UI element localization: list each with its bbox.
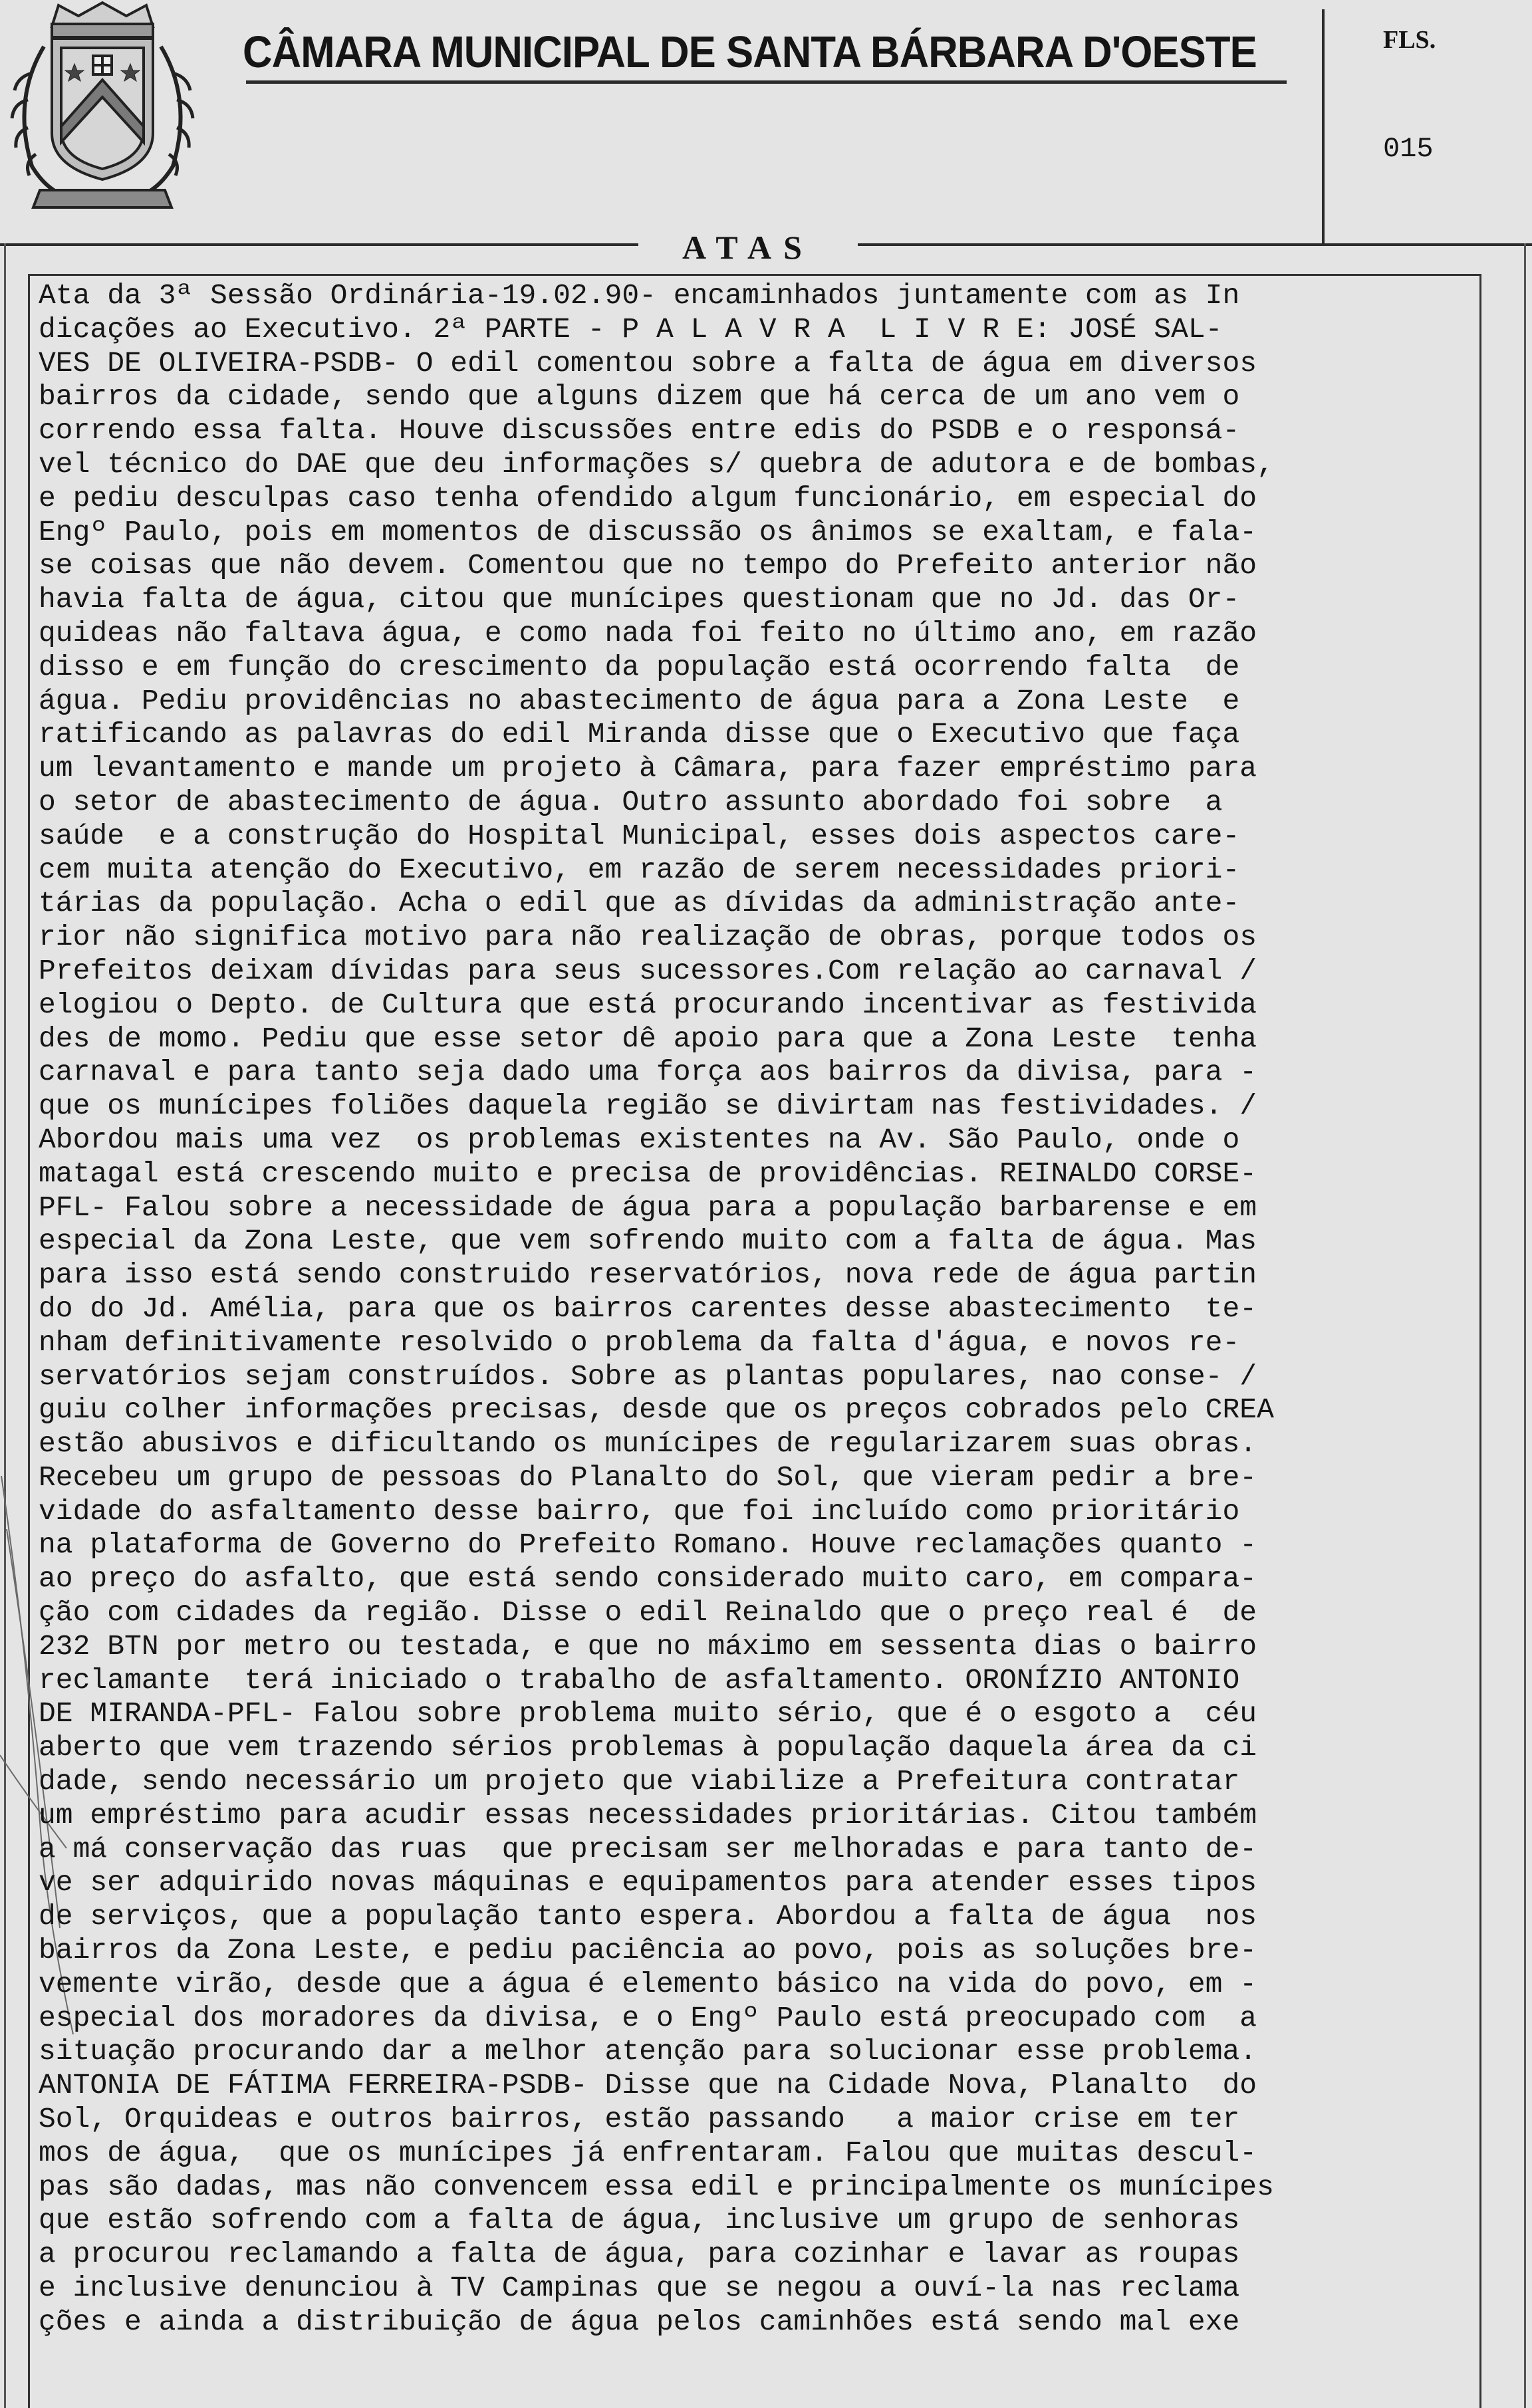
text-line: PFL- Falou sobre a necessidade de água para a população barbarense e em: [39, 1191, 1257, 1224]
text-line: um levantamento e mande um projeto à Câmara, para fazer empréstimo para: [39, 752, 1257, 785]
text-line: servatórios sejam construídos. Sobre as plantas populares, nao conse- /: [39, 1360, 1257, 1393]
text-line: matagal está crescendo muito e precisa de providências. REINALDO CORSE-: [39, 1157, 1257, 1190]
text-line: correndo essa falta. Houve discussões entre edis do PSDB e o responsá-: [39, 414, 1240, 447]
text-line: vemente virão, desde que a água é elemento básico na vida do povo, em -: [39, 1967, 1257, 2000]
text-line: des de momo. Pediu que esse setor dê apoio para que a Zona Leste tenha: [39, 1022, 1257, 1055]
text-line: na plataforma de Governo do Prefeito Romano. Houve reclamações quanto -: [39, 1528, 1257, 1562]
frame-outer-left: [4, 243, 6, 2408]
text-line: ções e ainda a distribuição de água pelos caminhões está sendo mal exe: [39, 2305, 1240, 2338]
text-line: nham definitivamente resolvido o problema da falta d'água, e novos re-: [39, 1326, 1240, 1359]
title-underline: [246, 80, 1287, 84]
text-line: mos de água, que os munícipes já enfrentaram. Falou que muitas descul-: [39, 2136, 1257, 2169]
chamber-title: CÂMARA MUNICIPAL DE SANTA BÁRBARA D'OESTE: [243, 27, 1257, 77]
text-line: ratificando as palavras do edil Miranda disse que o Executivo que faça: [39, 718, 1240, 751]
text-line: Ata da 3ª Sessão Ordinária-19.02.90- encaminhados juntamente com as In: [39, 279, 1240, 312]
text-line: ção com cidades da região. Disse o edil Reinaldo que o preço real é de: [39, 1596, 1257, 1629]
text-line: água. Pediu providências no abastecimento de água para a Zona Leste e: [39, 684, 1240, 717]
text-line: e inclusive denunciou à TV Campinas que se negou a ouví-la nas reclama: [39, 2272, 1240, 2305]
text-line: carnaval e para tanto seja dado uma força aos bairros da divisa, para -: [39, 1056, 1257, 1089]
text-line: guiu colher informações precisas, desde que os preços cobrados pelo CREA: [39, 1393, 1274, 1427]
text-line: que estão sofrendo com a falta de água, inclusive um grupo de senhoras: [39, 2204, 1240, 2237]
text-line: ao preço do asfalto, que está sendo considerado muito caro, em compara-: [39, 1562, 1257, 1596]
text-line: VES DE OLIVEIRA-PSDB- O edil comentou sobre a falta de água em diversos: [39, 346, 1257, 380]
text-line: Sol, Orquideas e outros bairros, estão passando a maior crise em ter: [39, 2103, 1240, 2136]
text-line: situação procurando dar a melhor atenção para solucionar esse problema.: [39, 2035, 1257, 2068]
frame-rule-right: [858, 243, 1532, 246]
text-line: especial da Zona Leste, que vem sofrendo muito com a falta de água. Mas: [39, 1225, 1257, 1258]
folio-label: FLS.: [1383, 26, 1436, 54]
header-divider: [1322, 9, 1325, 243]
text-line: DE MIRANDA-PFL- Falou sobre problema muito sério, que é o esgoto a céu: [39, 1697, 1257, 1731]
text-line: elogiou o Depto. de Cultura que está procurando incentivar as festivida: [39, 988, 1257, 1021]
text-line: de serviços, que a população tanto espera. Abordou a falta de água nos: [39, 1900, 1257, 1933]
text-line: a procurou reclamando a falta de água, para cozinhar e lavar as roupas: [39, 2238, 1240, 2271]
text-line: que os munícipes foliões daquela região se divirtam nas festividades. /: [39, 1090, 1257, 1123]
text-line: um empréstimo para acudir essas necessidades prioritárias. Citou também: [39, 1798, 1257, 1832]
frame-rule-left: [0, 243, 638, 246]
text-line: rior não significa motivo para não realização de obras, porque todos os: [39, 921, 1257, 954]
text-line: bairros da cidade, sendo que alguns dizem que há cerca de um ano vem o: [39, 380, 1240, 414]
text-line: para isso está sendo construido reservatórios, nova rede de água partin: [39, 1259, 1257, 1292]
text-line: Abordou mais uma vez os problemas existentes na Av. São Paulo, onde o: [39, 1123, 1240, 1156]
text-line: estão abusivos e dificultando os munícipes de regularizarem suas obras.: [39, 1427, 1257, 1461]
minutes-text: [39, 279, 1501, 2340]
folio-number: 015: [1383, 133, 1434, 165]
text-line: do do Jd. Amélia, para que os bairros carentes desse abastecimento te-: [39, 1292, 1257, 1325]
text-line: a má conservação das ruas que precisam ser melhoradas e para tanto de-: [39, 1832, 1257, 1866]
text-line: Recebeu um grupo de pessoas do Planalto do Sol, que vieram pedir a bre-: [39, 1461, 1257, 1494]
text-line: havia falta de água, citou que munícipes questionam que no Jd. das Or-: [39, 583, 1240, 616]
text-line: 232 BTN por metro ou testada, e que no máximo em sessenta dias o bairro: [39, 1629, 1257, 1663]
text-line: disso e em função do crescimento da população está ocorrendo falta de: [39, 650, 1240, 683]
section-title: ATAS: [682, 229, 814, 266]
text-line: ve ser adquirido novas máquinas e equipamentos para atender esses tipos: [39, 1866, 1257, 1899]
text-line: e pediu desculpas caso tenha ofendido algum funcionário, em especial do: [39, 481, 1257, 515]
text-line: especial dos moradores da divisa, e o Engº Paulo está preocupado com a: [39, 2001, 1257, 2034]
text-line: dade, sendo necessário um projeto que viabilize a Prefeitura contratar: [39, 1765, 1240, 1798]
text-line: dicações ao Executivo. 2ª PARTE - P A L A V R A L I V R E: JOSÉ SAL-: [39, 312, 1223, 346]
text-line: cem muita atenção do Executivo, em razão de serem necessidades priori-: [39, 853, 1240, 886]
text-line: pas são dadas, mas não convencem essa edil e principalmente os munícipes: [39, 2170, 1274, 2203]
text-line: Prefeitos deixam dívidas para seus sucessores.Com relação ao carnaval /: [39, 954, 1257, 987]
text-line: vel técnico do DAE que deu informações s/ quebra de adutora e de bombas,: [39, 447, 1274, 481]
text-line: Engº Paulo, pois em momentos de discussão os ânimos se exaltam, e fala-: [39, 515, 1257, 548]
text-line: se coisas que não devem. Comentou que no tempo do Prefeito anterior não: [39, 549, 1257, 582]
municipal-coat-of-arms-icon: [5, 0, 199, 219]
text-line: o setor de abastecimento de água. Outro assunto abordado foi sobre a: [39, 785, 1223, 818]
text-line: aberto que vem trazendo sérios problemas à população daquela área da ci: [39, 1731, 1257, 1764]
text-line: reclamante terá iniciado o trabalho de asfaltamento. ORONÍZIO ANTONIO: [39, 1663, 1240, 1697]
frame-outer-right: [1524, 243, 1526, 2408]
text-line: tárias da população. Acha o edil que as dívidas da administração ante-: [39, 887, 1240, 920]
text-line: vidade do asfaltamento desse bairro, que foi incluído como prioritário: [39, 1495, 1240, 1528]
text-line: quideas não faltava água, e como nada foi feito no último ano, em razão: [39, 616, 1257, 650]
text-line: ANTONIA DE FÁTIMA FERREIRA-PSDB- Disse que na Cidade Nova, Planalto do: [39, 2069, 1257, 2102]
text-line: saúde e a construção do Hospital Municipal, esses dois aspectos care-: [39, 819, 1240, 852]
text-line: bairros da Zona Leste, e pediu paciência ao povo, pois as soluções bre-: [39, 1934, 1257, 1967]
